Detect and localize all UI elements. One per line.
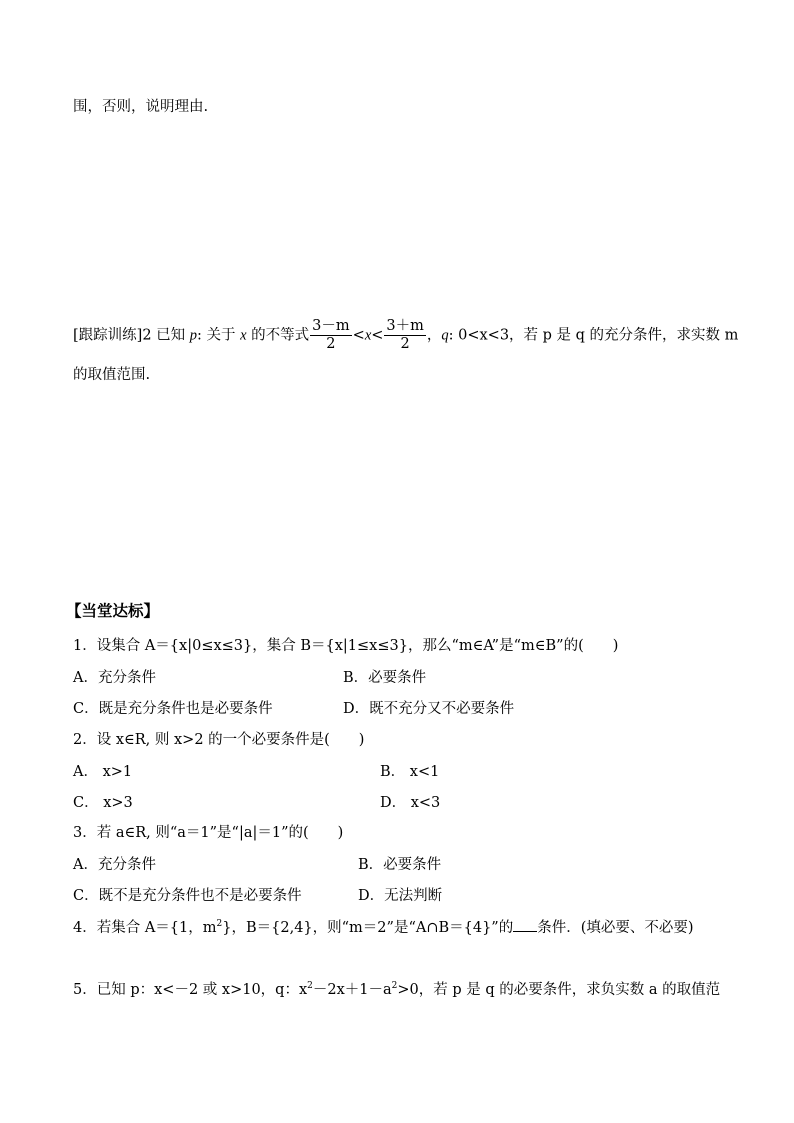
q4-answer-blank[interactable]: [513, 917, 537, 932]
q3-option-a: A．充分条件: [73, 857, 156, 873]
q2-option-d: D． x<3: [380, 795, 441, 811]
fraction-3-plus-m-over-2: [384, 318, 425, 353]
var-x: x: [240, 327, 247, 344]
q3-option-d: D．无法判断: [358, 888, 443, 904]
q5-sup1: 2: [307, 981, 313, 991]
q5-post: >0，若 p 是 q 的必要条件，求负实数 a 的取值范: [397, 982, 721, 998]
q4-mid: }，B＝{2,4}，则“m＝2”是“A∩B＝{4}”的: [222, 920, 514, 936]
q4-pre: 4．若集合 A＝{1，m: [73, 920, 217, 936]
q3-stem: 3．若 a∈R, 则“a＝1”是“|a|＝1”的( ): [73, 825, 344, 841]
q3-option-c: C．既不是充分条件也不是必要条件: [73, 888, 302, 904]
lt-sign-1: <: [352, 327, 365, 344]
q5-pre: 5．已知 p：x<－2 或 x>10，q：x: [73, 982, 308, 998]
tracking-sep: ，: [426, 327, 442, 344]
lt-sign-2: <: [371, 327, 384, 344]
var-p: p: [189, 327, 198, 344]
q1-option-c: C．既是充分条件也是必要条件: [73, 701, 273, 717]
var-x-ineq: x: [364, 327, 372, 344]
tracking-text1: : 关于: [197, 327, 241, 344]
tracking-problem-line1: [73, 318, 738, 353]
var-q: q: [441, 327, 449, 344]
q5-sup2: 2: [391, 981, 398, 991]
intro-tail-text: 围，否则，说明理由.: [73, 99, 209, 115]
q1-option-d: D．既不充分又不必要条件: [343, 701, 515, 717]
q5-stem: [73, 980, 720, 1000]
frac2-numerator: 3＋m: [386, 318, 424, 334]
frac1-numerator: 3－m: [312, 318, 350, 334]
tracking-prefix: [跟踪训练]2 已知: [73, 327, 190, 344]
frac2-denominator: 2: [400, 336, 410, 352]
q4-stem: [73, 917, 694, 938]
tracking-condition: : 0<x<3，若 p 是 q 的充分条件，求实数 m: [448, 327, 739, 344]
q2-option-c: C． x>3: [73, 795, 133, 811]
tracking-problem-line2: 的取值范围.: [73, 367, 151, 383]
fraction-3-minus-m-over-2: [310, 318, 351, 353]
q5-mid: －2x＋1－a: [312, 982, 392, 998]
frac1-denominator: 2: [326, 336, 336, 352]
q1-option-b: B．必要条件: [343, 670, 427, 686]
q2-option-a: A． x>1: [73, 764, 133, 780]
section-title: 【当堂达标】: [66, 602, 160, 620]
q4-post: 条件．(填必要、不必要): [537, 920, 694, 936]
q2-option-b: B． x<1: [380, 764, 440, 780]
q3-option-b: B．必要条件: [358, 857, 442, 873]
q1-option-a: A．充分条件: [73, 670, 156, 686]
q2-stem: 2．设 x∈R, 则 x>2 的一个必要条件是( ): [73, 732, 365, 748]
q4-sup: 2: [216, 919, 223, 929]
tracking-text2: 的不等式: [246, 327, 310, 344]
q1-stem: 1．设集合 A＝{x|0≤x≤3}，集合 B＝{x|1≤x≤3}，那么“m∈A”是“m∈B”的( ): [73, 638, 619, 654]
